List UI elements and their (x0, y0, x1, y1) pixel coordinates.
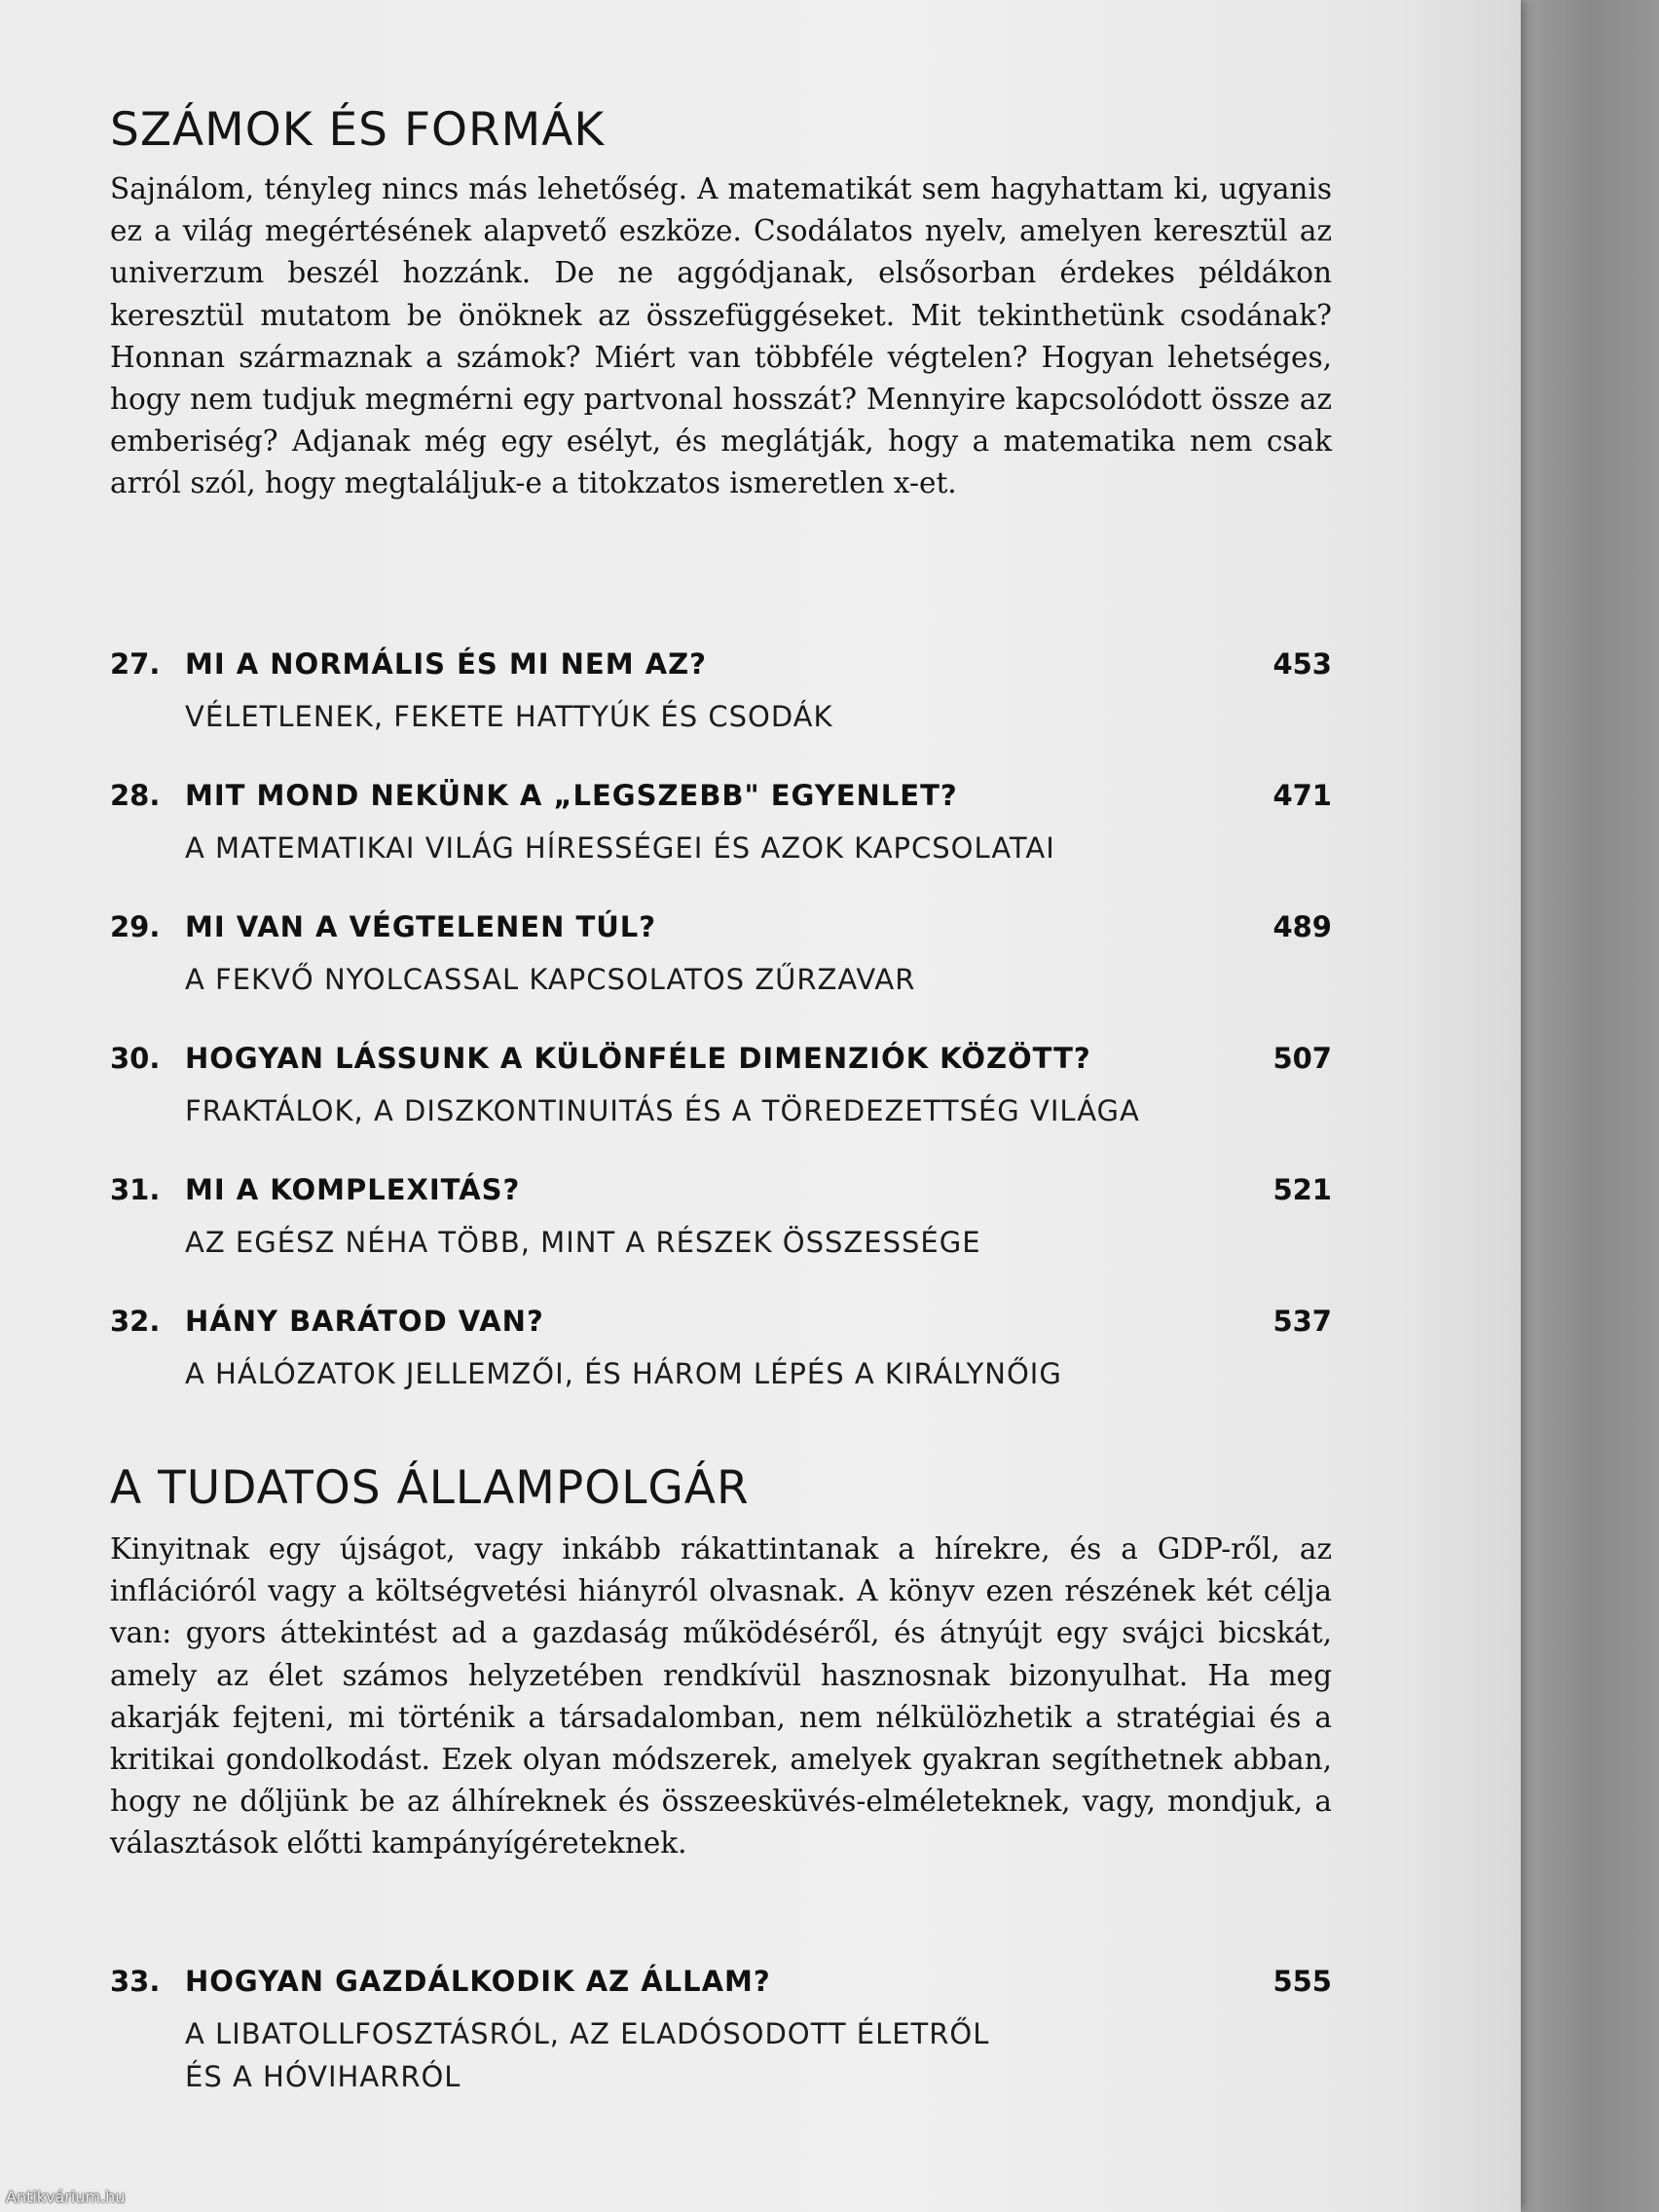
page-number: 555 (1272, 1965, 1332, 1998)
toc-entry[interactable] (110, 647, 1332, 779)
chapter-title: HOGYAN GAZDÁLKODIK AZ ÁLLAM? (185, 1965, 771, 1998)
chapter-number: 28. (110, 779, 161, 812)
page-number: 471 (1272, 779, 1332, 812)
chapter-subtitle: AZ EGÉSZ NÉHA TÖBB, MINT A RÉSZEK ÖSSZESSÉGE (185, 1226, 981, 1259)
chapter-title: HOGYAN LÁSSUNK A KÜLÖNFÉLE DIMENZIÓK KÖZÖTT? (185, 1042, 1091, 1075)
chapter-number: 31. (110, 1173, 161, 1206)
section-intro-a-tudatos-allampolgar: Kinyitnak egy újságot, vagy inkább rákattintanak a hírekre, és a GDP-ről, az inflációról vagy a költségvetési hiányról olvasnak. A könyv ezen részének két célja van: gyors áttekintést ad a gazdaság működéséről, és átnyújt egy svájci bicskát, amely az élet számos helyzetében rendkívül hasznosnak bizonyulhat. Ha meg akarják fejteni, mi történik a társadalomban, nem nélkülözhetik a stratégiai és a kritikai gondolkodást. Ezek olyan módszerek, amelyek gyakran segíthetnek abban, hogy ne dőljünk be az álhíreknek és összeesküvés-elméleteknek, vagy, mondjuk, a választások előtti kampányígéreteknek. (110, 1532, 1332, 1861)
page-number: 507 (1272, 1042, 1332, 1075)
toc-list-a-tudatos-allampolgar (110, 1965, 1332, 2111)
chapter-title: MI A NORMÁLIS ÉS MI NEM AZ? (185, 647, 707, 681)
chapter-number: 29. (110, 910, 161, 943)
chapter-title: MIT MOND NEKÜNK A „LEGSZEBB" EGYENLET? (185, 779, 958, 812)
page-number: 489 (1272, 910, 1332, 943)
chapter-title: MI A KOMPLEXITÁS? (185, 1173, 521, 1206)
chapter-subtitle: FRAKTÁLOK, A DISZKONTINUITÁS ÉS A TÖREDEZETTSÉG VILÁGA (185, 1094, 1140, 1127)
chapter-title: HÁNY BARÁTOD VAN? (185, 1305, 544, 1338)
page-number: 537 (1272, 1305, 1332, 1338)
chapter-subtitle: A FEKVŐ NYOLCASSAL KAPCSOLATOS ZŰRZAVAR (185, 963, 916, 996)
section-title-a-tudatos-allampolgar: A TUDATOS ÁLLAMPOLGÁR (110, 1461, 750, 1515)
toc-entry[interactable] (110, 1042, 1332, 1173)
toc-entry[interactable] (110, 1965, 1332, 2111)
toc-entry[interactable] (110, 779, 1332, 910)
toc-entry[interactable] (110, 1173, 1332, 1305)
chapter-subtitle: A MATEMATIKAI VILÁG HÍRESSÉGEI ÉS AZOK KAPCSOLATAI (185, 831, 1055, 865)
page-number: 521 (1272, 1173, 1332, 1206)
chapter-subtitle: A LIBATOLLFOSZTÁSRÓL, AZ ELADÓSODOTT ÉLETRŐL (185, 2017, 990, 2050)
chapter-number: 30. (110, 1042, 161, 1075)
toc-entry[interactable] (110, 910, 1332, 1042)
section-title-szamok-es-formak: SZÁMOK ÉS FORMÁK (110, 103, 606, 157)
chapter-number: 32. (110, 1305, 161, 1338)
toc-list-szamok-es-formak (110, 647, 1332, 1436)
section-intro-szamok-es-formak: Sajnálom, tényleg nincs más lehetőség. A matematikát sem hagyhattam ki, ugyanis ez a világ megértésének alapvető eszköze. Csodálatos nyelv, amelyen keresztül az univerzum beszél hozzánk. De ne aggódjanak, elsősorban érdekes példákon keresztül mutatom be önöknek az összefüggéseket. Mit tekinthetünk csodának? Honnan származnak a számok? Miért van többféle végtelen? Hogyan lehetséges, hogy nem tudjuk megmérni egy partvonal hosszát? Mennyire kapcsolódott össze az emberiség? Adjanak még egy esélyt, és meglátják, hogy a matematika nem csak arról szól, hogy megtaláljuk-e a titokzatos ismeretlen x-et. (110, 172, 1332, 500)
chapter-subtitle-line-2: ÉS A HÓVIHARRÓL (185, 2060, 461, 2093)
chapter-number: 27. (110, 647, 161, 681)
page-number: 453 (1272, 647, 1332, 681)
toc-entry[interactable] (110, 1305, 1332, 1436)
chapter-number: 33. (110, 1965, 161, 1998)
watermark: Antikvárium.hu (6, 2188, 126, 2206)
chapter-title: MI VAN A VÉGTELENEN TÚL? (185, 910, 657, 943)
chapter-subtitle: VÉLETLENEK, FEKETE HATTYÚK ÉS CSODÁK (185, 700, 833, 733)
chapter-subtitle: A HÁLÓZATOK JELLEMZŐI, ÉS HÁROM LÉPÉS A KIRÁLYNŐIG (185, 1357, 1062, 1390)
